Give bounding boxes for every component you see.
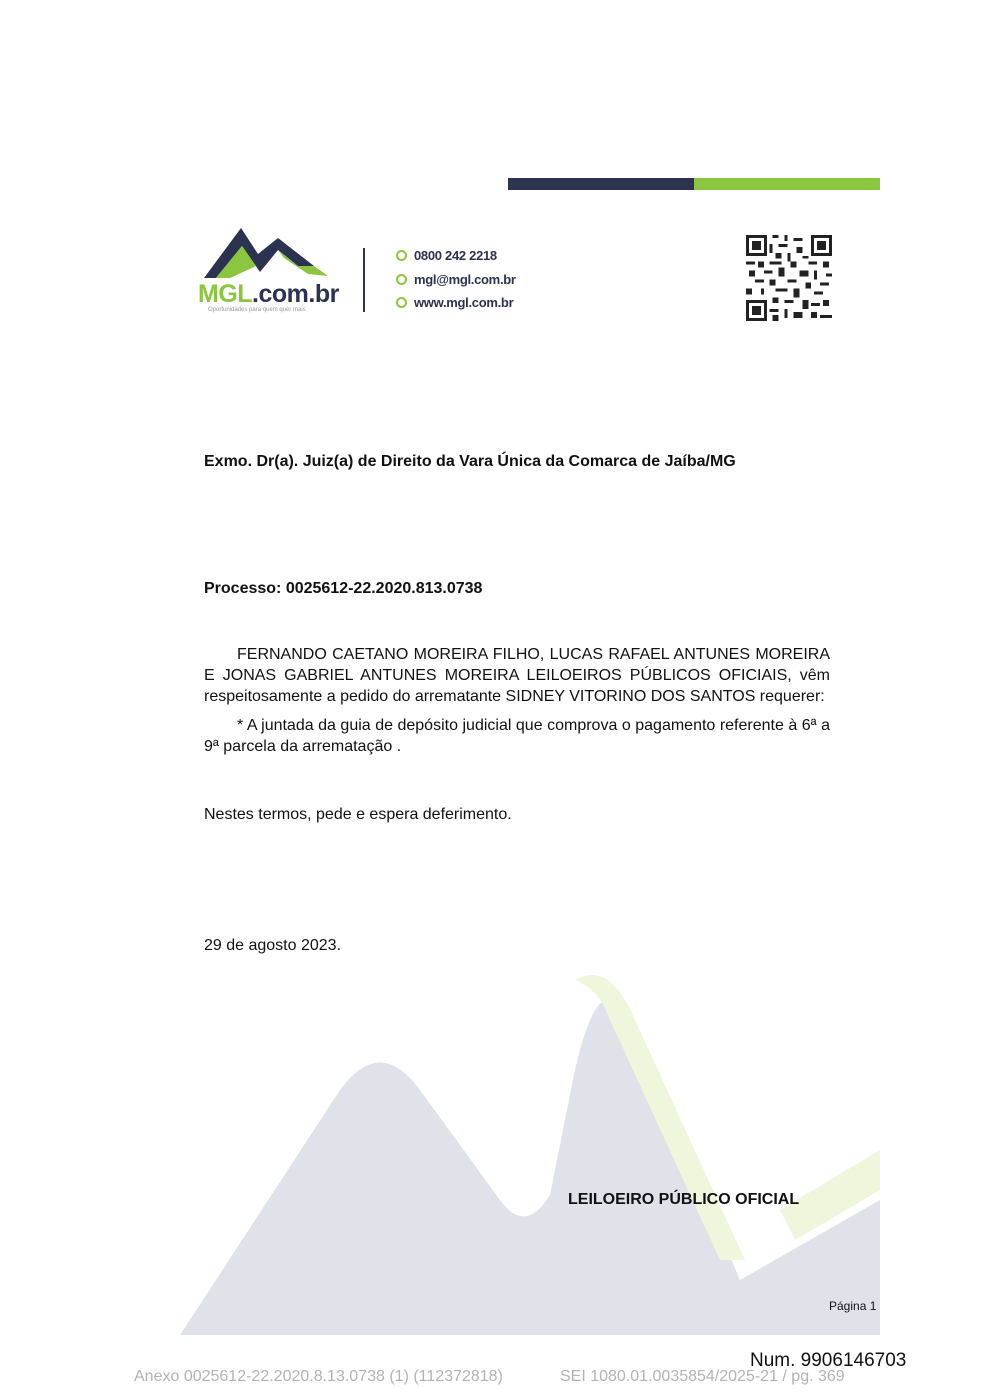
contact-phone-text: 0800 242 2218 (414, 248, 497, 263)
email-icon (396, 274, 407, 285)
contact-email (396, 272, 516, 287)
qr-code-icon (746, 235, 832, 321)
process-number: Processo: 0025612-22.2020.813.0738 (204, 580, 483, 597)
annex-footer: Anexo 0025612-22.2020.8.13.0738 (1) (112372818) (134, 1368, 503, 1385)
addressee: Exmo. Dr(a). Juiz(a) de Direito da Vara Única da Comarca de Jaíba/MG (204, 453, 736, 470)
request-paragraph: FERNANDO CAETANO MOREIRA FILHO, LUCAS RAFAEL ANTUNES MOREIRA E JONAS GABRIEL ANTUNES MOREIRA LEILOEIROS PÚBLICOS OFICIAIS, vêm respeitosamente a pedido do arrematante SIDNEY VITORINO DOS SANTOS requerer: (204, 646, 830, 705)
signature-title: LEILOEIRO PÚBLICO OFICIAL (568, 1191, 800, 1208)
logo-wordmark (198, 280, 339, 309)
contact-phone (396, 248, 497, 263)
header-bar-dark (508, 178, 694, 190)
deposit-paragraph: * A juntada da guia de depósito judicial que comprova o pagamento referente à 6ª a 9ª parcela da arrematação . (204, 717, 830, 755)
document-num-stamp: Num. 9906146703 (750, 1350, 907, 1371)
closing-line: Nestes termos, pede e espera deferimento. (204, 806, 512, 823)
mountain-watermark (180, 960, 880, 1340)
document-date: 29 de agosto 2023. (204, 937, 342, 954)
contact-website-text: www.mgl.com.br (414, 295, 514, 310)
page-number: Página 1 (829, 1299, 877, 1313)
logo-wordmark-main: MGL (198, 280, 253, 308)
logo-wordmark-suffix: .com.br (252, 280, 339, 308)
contact-website (396, 295, 513, 310)
globe-icon (396, 297, 407, 308)
sei-footer: SEI 1080.01.0035854/2025-21 / pg. 369 (560, 1368, 845, 1385)
logo-tagline: Oportunidades para quem quer mais (208, 307, 306, 313)
header-bar-green (694, 178, 880, 190)
header-divider (363, 248, 365, 312)
contact-email-text: mgl@mgl.com.br (414, 272, 516, 287)
phone-icon (396, 250, 407, 261)
